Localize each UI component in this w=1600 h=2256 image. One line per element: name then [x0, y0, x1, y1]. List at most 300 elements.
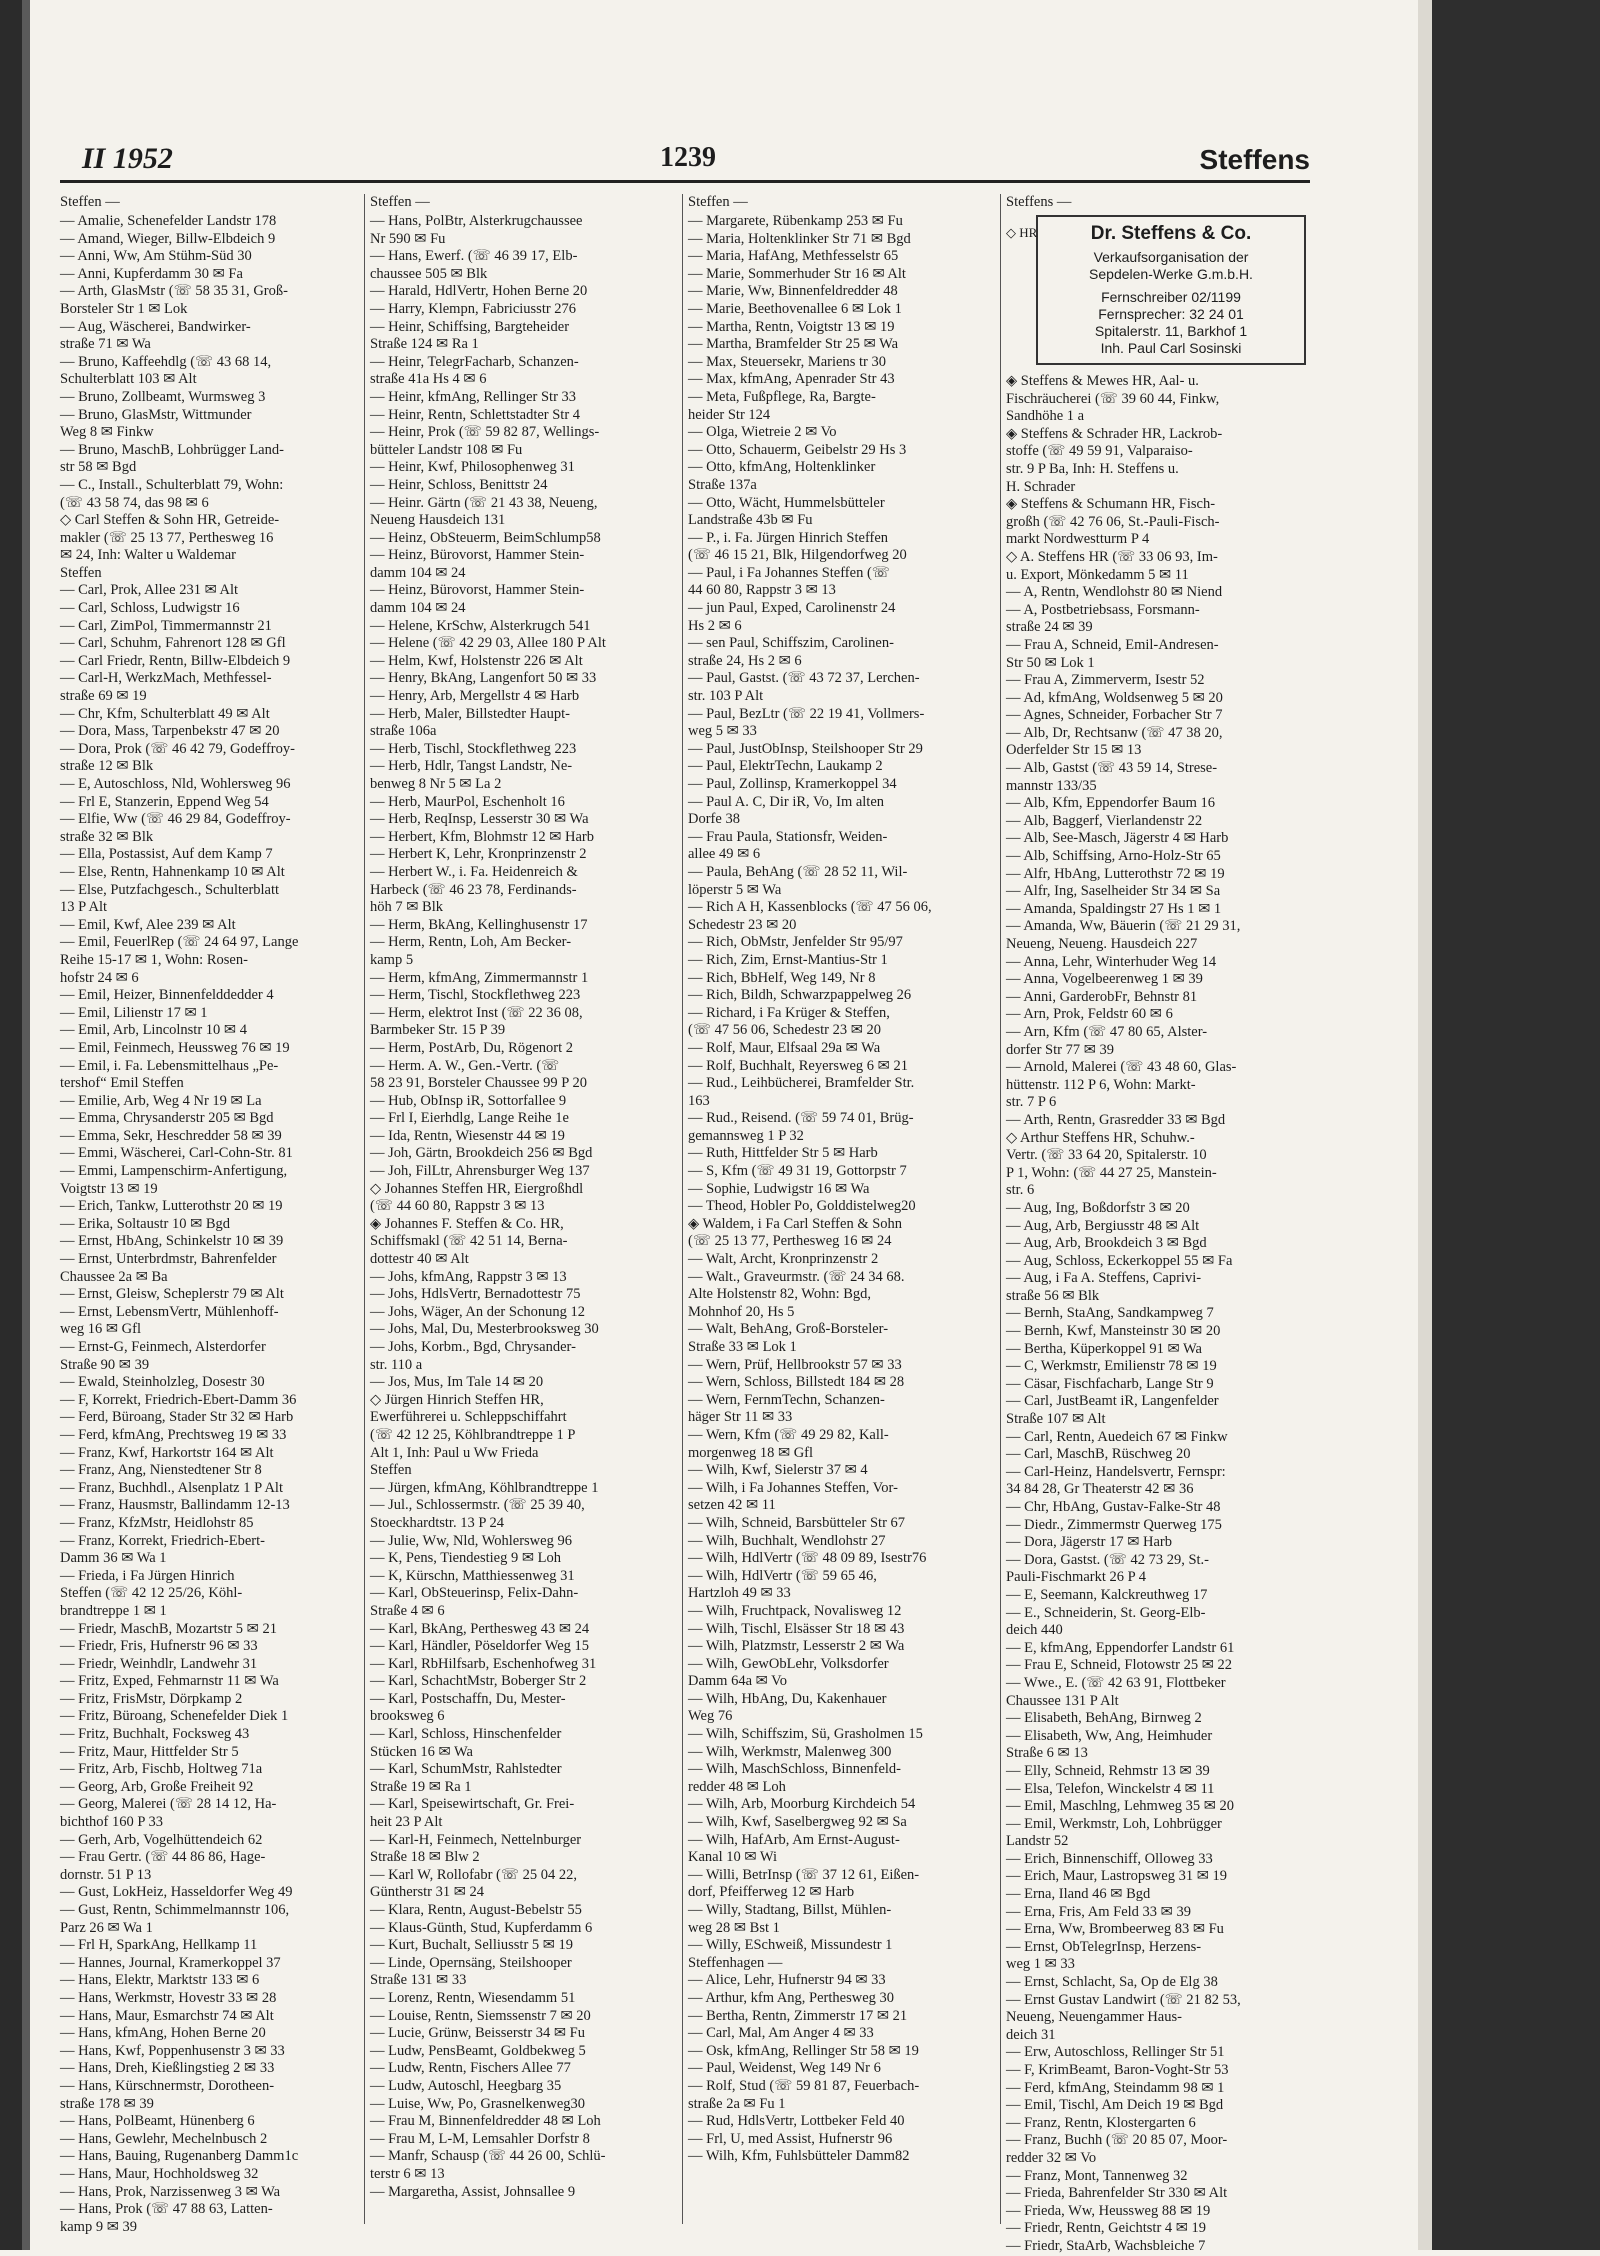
header-year: II 1952 [82, 142, 173, 175]
directory-entry: — Margarete, Rübenkamp 253 ✉ Fu [688, 213, 903, 229]
directory-entry: — Herm, BkAng, Kellinghusenstr 17 [370, 916, 588, 933]
directory-entry: — Carl, MaschB, Rüschweg 20 [1006, 1446, 1191, 1463]
directory-entry: — Chr, Kfm, Schulterblatt 49 ✉ Alt [60, 705, 270, 722]
directory-entry: ◇ A. Steffens HR (☏ 33 06 93, Im- [1006, 548, 1218, 565]
directory-entry: Straße 131 ✉ 33 [370, 1972, 467, 1989]
directory-entry: — Lorenz, Rentn, Wiesendamm 51 [370, 1989, 576, 2006]
directory-entry: — Fritz, Buchhalt, Focksweg 43 [60, 1726, 250, 1743]
directory-entry: Schedestr 23 ✉ 20 [688, 916, 797, 933]
directory-entry: (☏ 44 60 80, Rappstr 3 ✉ 13 [370, 1198, 545, 1215]
directory-entry: — Fritz, Maur, Hittfelder Str 5 [60, 1743, 239, 1760]
directory-entry: Straße 90 ✉ 39 [60, 1356, 150, 1373]
column-divider [682, 194, 683, 2224]
directory-entry: — Jos, Mus, Im Tale 14 ✉ 20 [370, 1374, 544, 1391]
directory-entry: — Ernst, ObTelegrInsp, Herzens- [1006, 1938, 1202, 1955]
directory-entry: — Elsa, Telefon, Winckelstr 4 ✉ 11 [1006, 1780, 1215, 1797]
directory-entry: — Carl-Heinz, Handelsvertr, Fernspr: [1006, 1463, 1226, 1480]
directory-entry: — Herm, kfmAng, Zimmermannstr 1 [370, 969, 589, 986]
directory-entry: — Alb, Baggerf, Vierlandenstr 22 [1006, 812, 1203, 829]
directory-entry: — E, kfmAng, Eppendorfer Landstr 61 [1006, 1639, 1235, 1656]
directory-entry: — Aug, Wäscherei, Bandwirker- [60, 318, 251, 335]
directory-entry: — Erna, Ww, Brombeerweg 83 ✉ Fu [1006, 1921, 1224, 1938]
directory-entry: hofstr 24 ✉ 6 [60, 969, 139, 986]
directory-entry: — Harry, Klempn, Fabriciusstr 276 [370, 300, 577, 317]
directory-entry: — Emil, Arb, Lincolnstr 10 ✉ 4 [60, 1022, 247, 1039]
directory-entry: straße 24, Hs 2 ✉ 6 [688, 652, 802, 669]
directory-entry: Straße 6 ✉ 13 [1006, 1745, 1088, 1762]
directory-entry: — Rolf, Maur, Elfsaal 29a ✉ Wa [688, 1039, 881, 1056]
directory-entry: dornstr. 51 P 13 [60, 1866, 152, 1883]
directory-entry: — Anni, Ww, Am Stühm-Süd 30 [60, 248, 252, 265]
directory-entry: — Alice, Lehr, Hufnerstr 94 ✉ 33 [688, 1972, 886, 1989]
running-name: Steffens [1199, 144, 1310, 175]
column-continuation-heading: Steffen — [60, 194, 120, 210]
directory-entry: — Johs, HdlsVertr, Bernadottestr 75 [370, 1286, 581, 1303]
directory-entry: — Fritz, Arb, Fischb, Holtweg 71a [60, 1761, 263, 1778]
directory-entry: — Rich A H, Kassenblocks (☏ 47 56 06, [688, 899, 932, 916]
directory-entry: Chaussee 2a ✉ Ba [60, 1268, 168, 1285]
directory-entry: u. Export, Mönkedamm 5 ✉ 11 [1006, 566, 1189, 583]
directory-entry: — Fritz, Büroang, Schenefelder Diek 1 [60, 1708, 289, 1725]
directory-entry: — Herb, MaurPol, Eschenholt 16 [370, 793, 565, 810]
directory-entry: — Paula, BehAng (☏ 28 52 11, Wil- [688, 863, 908, 880]
directory-entry: — Richard, i Fa Krüger & Steffen, [688, 1004, 890, 1021]
column-4 [1006, 194, 1306, 2254]
directory-entry: — Paul, Zollinsp, Kramerkoppel 34 [688, 776, 897, 792]
directory-entry: — Franz, Korrekt, Friedrich-Ebert- [60, 1532, 265, 1549]
directory-entry: redder 48 ✉ Loh [688, 1778, 786, 1795]
directory-entry: Oderfelder Str 15 ✉ 13 [1006, 742, 1142, 759]
directory-entry: dottestr 40 ✉ Alt [370, 1251, 469, 1268]
directory-entry: — Erich, Binnenschiff, Olloweg 33 [1006, 1850, 1213, 1867]
directory-entry: Schulterblatt 103 ✉ Alt [60, 371, 197, 388]
directory-entry: — Walt., Graveurmstr. (☏ 24 34 68. [688, 1268, 905, 1285]
directory-entry: straße 71 ✉ Wa [60, 336, 151, 353]
directory-entry: 44 60 80, Rappstr 3 ✉ 13 [688, 582, 836, 599]
directory-entry: — Wilh, GewObLehr, Volksdorfer [688, 1655, 889, 1672]
directory-entry: — Amand, Wieger, Billw-Elbdeich 9 [60, 230, 276, 247]
directory-entry: — Herm, PostArb, Du, Rögenort 2 [370, 1039, 573, 1056]
directory-entry: — Hans, kfmAng, Hohen Berne 20 [60, 2025, 266, 2042]
directory-entry: — Aug, Arb, Bergiusstr 48 ✉ Alt [1006, 1217, 1200, 1234]
directory-entry: — Emil, Heizer, Binnenfelddedder 4 [60, 987, 274, 1004]
directory-entry: Schiffsmakl (☏ 42 51 14, Berna- [370, 1233, 568, 1250]
directory-entry: ◇ Carl Steffen & Sohn HR, Getreide- [60, 512, 280, 529]
directory-entry: — Wilh, Fruchtpack, Novalisweg 12 [688, 1602, 902, 1619]
directory-entry: — Friedr, Rentn, Geichtstr 4 ✉ 19 [1006, 2220, 1207, 2237]
ad-line: Inh. Paul Carl Sosinski [1100, 340, 1242, 356]
directory-entry: — Frau M, Binnenfeldredder 48 ✉ Loh [370, 2113, 601, 2130]
directory-entry: — Frau A, Schneid, Emil-Andresen- [1006, 636, 1219, 653]
directory-entry: (☏ 43 58 74, das 98 ✉ 6 [60, 494, 209, 511]
directory-entry: — Paul A. C, Dir iR, Vo, Im alten [688, 793, 885, 810]
directory-entry: — Else, Putzfachgesch., Schulterblatt [60, 881, 280, 898]
directory-entry: Hartzloh 49 ✉ 33 [688, 1585, 791, 1602]
directory-entry: straße 12 ✉ Blk [60, 758, 154, 775]
page-header [60, 120, 1310, 183]
directory-entry: — C, Werkmstr, Emilienstr 78 ✉ 19 [1006, 1358, 1217, 1375]
directory-entry: (☏ 42 12 25, Köhlbrandtreppe 1 P [370, 1426, 576, 1443]
directory-entry: — Ludw, PensBeamt, Goldbekweg 5 [370, 2042, 586, 2059]
directory-entry: — Wilh, Schiffszim, Sü, Grasholmen 15 [688, 1726, 923, 1743]
directory-entry: — Willy, Stadtang, Billst, Mühlen- [688, 1902, 892, 1918]
directory-entry: — Max, Steuersekr, Mariens tr 30 [688, 353, 886, 370]
directory-entry: heider Str 124 [688, 406, 771, 423]
directory-entry: — Ferd, kfmAng, Prechtsweg 19 ✉ 33 [60, 1426, 287, 1443]
directory-entry: tershof“ Emil Steffen [60, 1075, 184, 1092]
directory-entry: — Heinz, Bürovorst, Hammer Stein- [370, 582, 585, 599]
directory-entry: — Heinz, ObSteuerm, BeimSchlump58 [370, 529, 601, 546]
directory-entry: — Wilh, HdlVertr (☏ 48 09 89, Isestr76 [688, 1550, 927, 1567]
directory-entry: — Max, kfmAng, Apenrader Str 43 [688, 371, 895, 388]
directory-entry: löperstr 5 ✉ Wa [688, 881, 782, 898]
directory-entry: str. 103 P Alt [688, 688, 764, 705]
directory-entry: — Frl, U, med Assist, Hufnerstr 96 [688, 2130, 893, 2147]
directory-entry: straße 178 ✉ 39 [60, 2095, 154, 2112]
directory-entry: Neueng Hausdeich 131 [370, 512, 506, 529]
directory-entry: — Klara, Rentn, August-Bebelstr 55 [370, 1902, 582, 1918]
directory-entry: — Jürgen, kfmAng, Köhlbrandtreppe 1 [370, 1479, 599, 1496]
directory-entry: — Ewald, Steinholzleg, Dosestr 30 [60, 1374, 265, 1391]
directory-entry: H. Schrader [1006, 478, 1076, 495]
directory-entry: — Emilie, Arb, Weg 4 Nr 19 ✉ La [60, 1092, 262, 1109]
directory-entry: — Franz, Buchh (☏ 20 85 07, Moor- [1006, 2132, 1228, 2149]
directory-entry: — Rich, Bildh, Schwarzpappelweg 26 [688, 987, 912, 1004]
directory-entry: chaussee 505 ✉ Blk [370, 265, 488, 282]
directory-entry: — Emil, Lilienstr 17 ✉ 1 [60, 1004, 208, 1021]
directory-entry: — Johs, kfmAng, Rappstr 3 ✉ 13 [370, 1268, 567, 1285]
directory-entry: morgenweg 18 ✉ Gfl [688, 1444, 814, 1461]
directory-entry: — Emmi, Wäscherei, Carl-Cohn-Str. 81 [60, 1145, 293, 1162]
directory-entry: — Carl, Schuhm, Fahrenort 128 ✉ Gfl [60, 635, 286, 652]
directory-entry: — Herbert W., i. Fa. Heidenreich & [370, 863, 578, 880]
directory-entry: — Alb, Gastst (☏ 43 59 14, Strese- [1006, 760, 1218, 777]
directory-entry: 34 84 28, Gr Theaterstr 42 ✉ 36 [1006, 1481, 1194, 1498]
directory-entry: Weg 8 ✉ Finkw [60, 424, 154, 441]
directory-entry: — Emil, Tischl, Am Deich 19 ✉ Bgd [1006, 2097, 1224, 2114]
directory-entry: Straße 18 ✉ Blw 2 [370, 1849, 480, 1866]
directory-entry: — Franz, Kwf, Harkortstr 164 ✉ Alt [60, 1444, 274, 1461]
directory-entry: — Martha, Bramfelder Str 25 ✉ Wa [688, 336, 899, 353]
directory-entry: — Wilh, MaschSchloss, Binnenfeld- [688, 1761, 902, 1778]
directory-entry: — Henry, BkAng, Langenfort 50 ✉ 33 [370, 670, 597, 687]
directory-entry: straße 24 ✉ 39 [1006, 619, 1093, 636]
directory-entry: häger Str 11 ✉ 33 [688, 1409, 793, 1426]
directory-entry: — Julie, Ww, Nld, Wohlersweg 96 [370, 1532, 572, 1549]
directory-entry: — Herb, ReqInsp, Lesserstr 30 ✉ Wa [370, 811, 589, 828]
directory-entry: — Rich, BbHelf, Weg 149, Nr 8 [688, 969, 876, 986]
directory-entry: — Wilh, HdlVertr (☏ 59 65 46, [688, 1567, 877, 1584]
directory-entry: Alt 1, Inh: Paul u Ww Frieda [370, 1444, 539, 1461]
advertisement [1006, 215, 1306, 365]
directory-entry: — Hans, Maur, Hochholdsweg 32 [60, 2165, 259, 2182]
directory-entry: — Helm, Kwf, Holstenstr 226 ✉ Alt [370, 652, 583, 669]
ad-box [1036, 215, 1306, 365]
directory-entry: — Linde, Opernsäng, Steilshooper [370, 1954, 572, 1971]
directory-entry: Weg 76 [688, 1708, 733, 1725]
directory-entry: dorf, Pfeifferweg 12 ✉ Harb [688, 1884, 855, 1901]
directory-entry: — Else, Rentn, Hahnenkamp 10 ✉ Alt [60, 863, 285, 880]
directory-entry: — Erich, Maur, Lastropsweg 31 ✉ 19 [1006, 1868, 1227, 1885]
directory-entry: — Frl H, SparkAng, Hellkamp 11 [60, 1937, 258, 1954]
directory-entry: — Ernst, Schlacht, Sa, Op de Elg 38 [1006, 1974, 1218, 1991]
directory-entry: — A, Postbetriebsass, Forsmann- [1006, 601, 1200, 618]
directory-entry: Str 50 ✉ Lok 1 [1006, 654, 1095, 671]
directory-entry: str. 6 [1006, 1182, 1035, 1199]
directory-entry: — Rud., Reisend. (☏ 59 74 01, Brüg- [688, 1110, 914, 1127]
directory-entry: — Erika, Soltaustr 10 ✉ Bgd [60, 1215, 231, 1232]
directory-entry: markt Nordwestturm P 4 [1006, 531, 1150, 548]
entry-list [370, 213, 670, 2201]
directory-entry: — Rich, ObMstr, Jenfelder Str 95/97 [688, 934, 903, 951]
columns [60, 194, 1310, 2254]
directory-entry: — P., i. Fa. Jürgen Hinrich Steffen [688, 529, 889, 546]
column-continuation-heading: Steffens — [1006, 194, 1072, 210]
directory-entry: — Osk, kfmAng, Rellinger Str 58 ✉ 19 [688, 2042, 919, 2059]
directory-entry: (☏ 47 56 06, Schedestr 23 ✉ 20 [688, 1022, 881, 1039]
directory-entry: Alte Holstenstr 82, Wohn: Bgd, [688, 1286, 872, 1303]
directory-entry: — Helene, KrSchw, Alsterkrugch 541 [370, 617, 591, 634]
ad-line: Fernschreiber 02/1199 [1101, 289, 1241, 305]
directory-entry: — Herm, elektrot Inst (☏ 22 36 08, [370, 1004, 583, 1021]
directory-entry: Vertr. (☏ 33 64 20, Spitalerstr. 10 [1006, 1147, 1207, 1164]
directory-entry: 163 [688, 1092, 710, 1109]
directory-entry: — Alb, See-Masch, Jägerstr 4 ✉ Harb [1006, 830, 1229, 847]
directory-entry: — Dora, Gastst. (☏ 42 73 29, St.- [1006, 1551, 1209, 1568]
directory-entry: — Paul, JustObInsp, Steilshooper Str 29 [688, 740, 923, 757]
directory-entry: — Carl, Rentn, Auedeich 67 ✉ Finkw [1006, 1428, 1228, 1445]
directory-entry: — Frl I, Eierhdlg, Lange Reihe 1e [370, 1110, 569, 1127]
directory-entry: — Frieda, Ww, Heussweg 88 ✉ 19 [1006, 2202, 1211, 2219]
directory-entry: — Friedr, StaArb, Wachsbleiche 7 [1006, 2237, 1206, 2254]
directory-entry: heit 23 P Alt [370, 1814, 443, 1831]
directory-entry: Voigtstr 13 ✉ 19 [60, 1180, 158, 1197]
directory-entry: — Gust, Rentn, Schimmelmannstr 106, [60, 1902, 290, 1918]
directory-entry: — Ad, kfmAng, Woldsenweg 5 ✉ 20 [1006, 689, 1223, 706]
directory-entry: — Otto, kfmAng, Holtenklinker [688, 459, 876, 476]
directory-entry: — Rich, Zim, Ernst-Mantius-Str 1 [688, 951, 888, 968]
directory-entry: Nr 590 ✉ Fu [370, 230, 446, 247]
directory-entry: — Ella, Postassist, Auf dem Kamp 7 [60, 846, 273, 863]
page-right-margin [1418, 0, 1432, 2250]
directory-entry: — Margaretha, Assist, Johnsallee 9 [370, 2183, 576, 2200]
directory-entry: — Emma, Sekr, Heschredder 58 ✉ 39 [60, 1127, 282, 1144]
directory-entry: Straße 4 ✉ 6 [370, 1602, 445, 1619]
directory-entry: — Karl, Schloss, Hinschenfelder [370, 1726, 562, 1743]
directory-entry: — Karl, SchachtMstr, Boberger Str 2 [370, 1673, 587, 1690]
directory-entry: — Herm, Rentn, Loh, Am Becker- [370, 934, 572, 951]
directory-entry: — Heinr, Kwf, Philosophenweg 31 [370, 459, 575, 476]
directory-entry: — Herm, Tischl, Stockflethweg 223 [370, 987, 581, 1004]
directory-entry: — Ernst Gustav Landwirt (☏ 21 82 53, [1006, 1991, 1241, 2008]
directory-entry: — Sophie, Ludwigstr 16 ✉ Wa [688, 1180, 870, 1197]
directory-entry: Borsteler Str 1 ✉ Lok [60, 300, 188, 317]
directory-entry: — Bernh, StaAng, Sandkampweg 7 [1006, 1305, 1214, 1322]
directory-entry: — Georg, Malerei (☏ 28 14 12, Ha- [60, 1796, 277, 1813]
directory-entry: — Frau Paula, Stationsfr, Weiden- [688, 828, 888, 845]
directory-entry: — Emil, FeuerlRep (☏ 24 64 97, Lange [60, 934, 299, 951]
directory-entry: — Fritz, Exped, Fehmarnstr 11 ✉ Wa [60, 1673, 279, 1690]
directory-entry: — Hans, Ewerf. (☏ 46 39 17, Elb- [370, 248, 578, 265]
directory-entry: — K, Pens, Tiendestieg 9 ✉ Loh [370, 1550, 561, 1567]
directory-entry: — Wilh, HafArb, Am Ernst-August- [688, 1831, 900, 1848]
directory-entry: — Karl-H, Feinmech, Nettelnburger [370, 1831, 582, 1848]
directory-entry: — Anna, Lehr, Winterhuder Weg 14 [1006, 953, 1217, 970]
directory-entry: Fischräucherei (☏ 39 60 44, Finkw, [1006, 390, 1220, 407]
directory-entry: — Chr, HbAng, Gustav-Falke-Str 48 [1006, 1499, 1221, 1515]
directory-entry: — Aug, Schloss, Eckerkoppel 55 ✉ Fa [1006, 1252, 1233, 1269]
directory-entry: Steffenhagen — [688, 1954, 783, 1971]
entry-list [60, 213, 360, 2236]
directory-entry: — sen Paul, Schiffszim, Carolinen- [688, 635, 894, 652]
directory-entry: brooksweg 6 [370, 1708, 445, 1725]
directory-entry: — Arth, Rentn, Grasredder 33 ✉ Bgd [1006, 1111, 1226, 1128]
directory-entry: — Karl W, Rollofabr (☏ 25 04 22, [370, 1866, 578, 1883]
directory-entry: ◈ Steffens & Schrader HR, Lackrob- [1006, 425, 1223, 442]
directory-entry: — Karl, Postschaffn, Du, Mester- [370, 1690, 566, 1707]
directory-entry: — Aug, i Fa A. Steffens, Caprivi- [1006, 1270, 1202, 1287]
directory-entry: — Emmi, Lampenschirm-Anfertigung, [60, 1163, 288, 1180]
directory-entry: — Johs, Korbm., Bgd, Chrysander- [370, 1339, 576, 1355]
directory-entry: — Friedr, Fris, Hufnerstr 96 ✉ 33 [60, 1638, 258, 1655]
directory-entry: ◈ Johannes F. Steffen & Co. HR, [370, 1215, 564, 1232]
directory-entry: — Amanda, Spaldingstr 27 Hs 1 ✉ 1 [1006, 900, 1222, 917]
directory-entry: — Hans, Bauing, Rugenanberg Damm1c [60, 2148, 299, 2165]
directory-entry: — Klaus-Günth, Stud, Kupferdamm 6 [370, 1919, 593, 1936]
directory-entry: deich 31 [1006, 2026, 1056, 2043]
directory-entry: — Joh, Gärtn, Brookdeich 256 ✉ Bgd [370, 1145, 593, 1162]
directory-entry: — Frieda, i Fa Jürgen Hinrich [60, 1567, 235, 1584]
column-divider [1000, 194, 1001, 2224]
directory-entry: straße 2a ✉ Fu 1 [688, 2095, 786, 2112]
directory-entry: Ewerführerei u. Schleppschiffahrt [370, 1409, 567, 1426]
page-number: 1239 [660, 142, 716, 173]
directory-entry: straße 106a [370, 723, 437, 740]
directory-entry: — Heinr, Prok (☏ 59 82 87, Wellings- [370, 424, 600, 441]
directory-entry: — Franz, Rentn, Klostergarten 6 [1006, 2114, 1196, 2131]
directory-entry: — Heinz, Bürovorst, Hammer Stein- [370, 547, 585, 564]
directory-entry: — C., Install., Schulterblatt 79, Wohn: [60, 476, 284, 493]
directory-entry: — Jul., Schlossermstr. (☏ 25 39 40, [370, 1497, 585, 1514]
directory-entry: — Herb, Tischl, Stockflethweg 223 [370, 740, 577, 757]
directory-entry: — Ludw, Autoschl, Heegbarg 35 [370, 2077, 562, 2094]
directory-entry: — Bruno, MaschB, Lohbrügger Land- [60, 441, 284, 458]
directory-entry: terstr 6 ✉ 13 [370, 2165, 445, 2182]
directory-entry: — Arn, Prok, Feldstr 60 ✉ 6 [1006, 1006, 1173, 1023]
directory-entry: — Carl, ZimPol, Timmermannstr 21 [60, 617, 272, 634]
directory-entry: kamp 9 ✉ 39 [60, 2218, 137, 2235]
directory-entry: straße 32 ✉ Blk [60, 828, 154, 845]
directory-entry: ◇ Johannes Steffen HR, Eiergroßhdl [370, 1180, 584, 1197]
directory-entry: — Emil, Kwf, Alee 239 ✉ Alt [60, 916, 236, 933]
directory-entry: — Marie, Ww, Binnenfeldredder 48 [688, 283, 898, 300]
directory-entry: — Johs, Mal, Du, Mesterbrooksweg 30 [370, 1321, 599, 1338]
directory-entry: — Cäsar, Fischfacharb, Lange Str 9 [1006, 1375, 1214, 1392]
directory-entry: — Frau A, Zimmerverm, Isestr 52 [1006, 672, 1205, 689]
directory-entry: — Diedr., Zimmermstr Querweg 175 [1006, 1516, 1222, 1533]
directory-entry: — Marie, Beethovenallee 6 ✉ Lok 1 [688, 300, 902, 317]
directory-entry: Stoeckhardtstr. 13 P 24 [370, 1514, 504, 1531]
directory-entry: kamp 5 [370, 951, 414, 968]
directory-entry: — Carl, Mal, Am Anger 4 ✉ 33 [688, 2025, 874, 2042]
directory-entry: — Lucie, Grünw, Beisserstr 34 ✉ Fu [370, 2025, 585, 2042]
directory-entry: — Wilh, Werkmstr, Malenweg 300 [688, 1743, 892, 1760]
directory-entry: weg 5 ✉ 33 [688, 723, 757, 740]
directory-entry: — Wwe., E. (☏ 42 63 91, Flottbeker [1006, 1674, 1226, 1691]
directory-entry: — Frau E, Schneid, Flotowstr 25 ✉ 22 [1006, 1657, 1233, 1674]
directory-entry: — Heinr, kfmAng, Rellinger Str 33 [370, 388, 577, 405]
directory-entry: — Henry, Arb, Mergellstr 4 ✉ Harb [370, 688, 580, 705]
directory-entry: str. 110 a [370, 1356, 423, 1373]
directory-entry: — Alb, Schiffsing, Arno-Holz-Str 65 [1006, 848, 1221, 865]
directory-entry: — Friedr, MaschB, Mozartstr 5 ✉ 21 [60, 1620, 277, 1637]
directory-entry: — Wern, FernmTechn, Schanzen- [688, 1391, 885, 1408]
directory-entry: — Wern, Schloss, Billstedt 184 ✉ 28 [688, 1374, 905, 1391]
directory-entry: — Dora, Prok (☏ 46 42 79, Godeffroy- [60, 740, 295, 757]
directory-entry: Pauli-Fischmarkt 26 P 4 [1006, 1569, 1147, 1586]
directory-entry: — Herm. A. W., Gen.-Vertr. (☏ [370, 1057, 560, 1074]
directory-entry: — Walt, Archt, Kronprinzenstr 2 [688, 1251, 879, 1268]
directory-entry: str. 9 P Ba, Inh: H. Steffens u. [1006, 460, 1179, 477]
directory-entry: — Anni, Kupferdamm 30 ✉ Fa [60, 265, 243, 282]
directory-entry: Dorfe 38 [688, 811, 740, 828]
directory-entry: straße 56 ✉ Blk [1006, 1287, 1100, 1304]
directory-entry: P 1, Wohn: (☏ 44 27 25, Manstein- [1006, 1164, 1217, 1181]
directory-entry: — Franz, KfzMstr, Heidlohstr 85 [60, 1514, 254, 1531]
directory-entry: — Heinr, Schiffsing, Bargteheider [370, 318, 570, 335]
directory-entry: Straße 107 ✉ Alt [1006, 1411, 1106, 1428]
directory-entry: — Erich, Tankw, Lutterothstr 20 ✉ 19 [60, 1198, 283, 1215]
directory-entry: straße 69 ✉ 19 [60, 688, 147, 705]
directory-entry: Hs 2 ✉ 6 [688, 617, 742, 634]
directory-entry: — Luise, Ww, Po, Grasnelkenweg30 [370, 2095, 586, 2112]
directory-entry: — Emil, Maschlng, Lehmweg 35 ✉ 20 [1006, 1798, 1235, 1815]
directory-entry: — Franz, Mont, Tannenweg 32 [1006, 2167, 1188, 2184]
directory-entry: — Carl Friedr, Rentn, Billw-Elbdeich 9 [60, 652, 291, 669]
directory-entry: bütteler Landstr 108 ✉ Fu [370, 441, 523, 458]
directory-entry: — Alfr, HbAng, Lutterothstr 72 ✉ 19 [1006, 865, 1225, 882]
directory-entry: — Rud., Leihbücherei, Bramfelder Str. [688, 1075, 915, 1092]
directory-entry: ◇ Arthur Steffens HR, Schuhw.- [1006, 1129, 1195, 1146]
directory-entry: — Manfr, Schausp (☏ 44 26 00, Schlü- [370, 2148, 606, 2165]
column-divider [364, 194, 365, 2224]
directory-entry: — Gust, LokHeiz, Hasseldorfer Weg 49 [60, 1884, 293, 1901]
directory-entry: — Amalie, Schenefelder Landstr 178 [60, 213, 277, 229]
directory-entry: — E., Schneiderin, St. Georg-Elb- [1006, 1604, 1206, 1621]
directory-entry: — Aug, Arb, Brookdeich 3 ✉ Bgd [1006, 1235, 1207, 1252]
directory-entry: ◇ Jürgen Hinrich Steffen HR, [370, 1391, 544, 1408]
directory-entry: — Franz, Hausmstr, Ballindamm 12-13 [60, 1497, 290, 1514]
column-2 [370, 194, 670, 2224]
directory-entry: — Emil, Feinmech, Heussweg 76 ✉ 19 [60, 1039, 290, 1056]
directory-entry: — jun Paul, Exped, Carolinenstr 24 [688, 600, 896, 617]
directory-entry: — Herb, Maler, Billstedter Haupt- [370, 705, 570, 722]
directory-entry: — K, Kürschn, Matthiessenweg 31 [370, 1567, 575, 1584]
column-continuation-heading: Steffen — [688, 194, 748, 210]
directory-entry: — Ida, Rentn, Wiesenstr 44 ✉ 19 [370, 1127, 565, 1144]
directory-entry: — A, Rentn, Wendlohstr 80 ✉ Niend [1006, 584, 1223, 601]
directory-entry: weg 1 ✉ 33 [1006, 1956, 1075, 1973]
directory-entry: — Friedr, Weinhdlr, Landwehr 31 [60, 1655, 258, 1672]
directory-entry: — Alb, Kfm, Eppendorfer Baum 16 [1006, 795, 1216, 812]
directory-entry: — Walt, BehAng, Groß-Borsteler- [688, 1321, 889, 1338]
directory-entry: ◈ Steffens & Schumann HR, Fisch- [1006, 496, 1216, 513]
directory-entry: — Frau M, L-M, Lemsahler Dorfstr 8 [370, 2130, 590, 2147]
directory-entry: Reihe 15-17 ✉ 1, Wohn: Rosen- [60, 951, 248, 968]
hr-mark: ◇ HR [1006, 225, 1038, 240]
directory-entry: Neueng, Neueng. Hausdeich 227 [1006, 936, 1198, 952]
directory-entry: weg 28 ✉ Bst 1 [688, 1919, 780, 1936]
